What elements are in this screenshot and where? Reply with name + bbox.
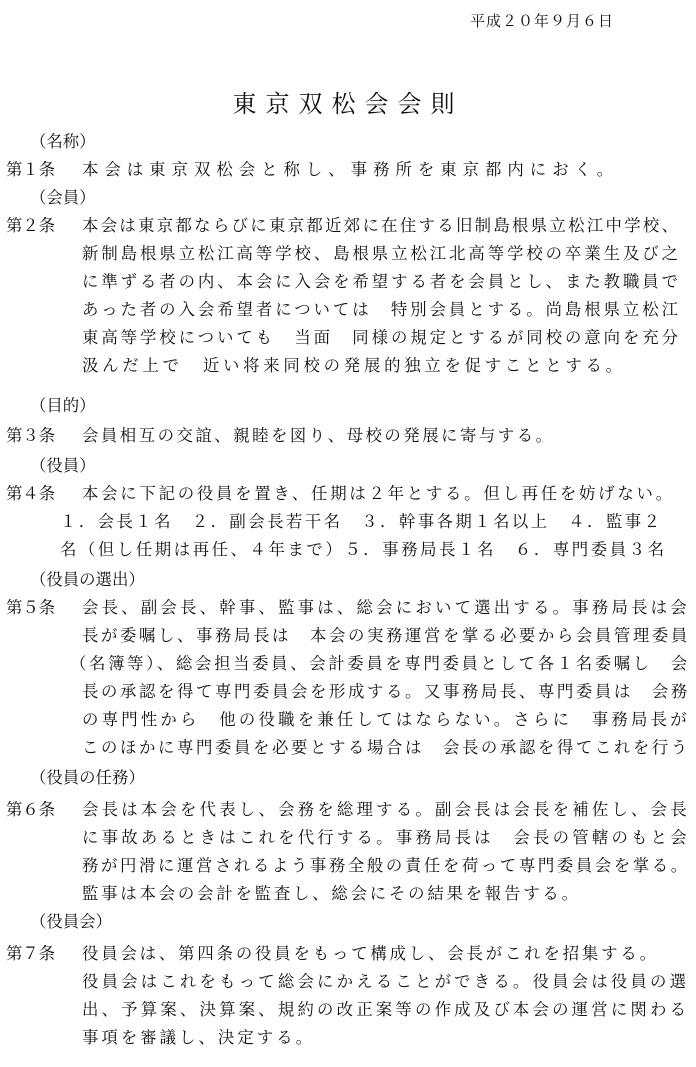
article-7-heading: （役員会） bbox=[30, 912, 112, 931]
article-5-line: 会長、副会長、幹事、監事は、総会において選出する。事務局長は会 bbox=[82, 598, 690, 617]
article-4-heading: （役員） bbox=[30, 456, 96, 475]
article-4-line: １．会長１名 ２．副会長若干名 ３．幹事各期１名以上 ４．監事２ bbox=[60, 512, 663, 531]
article-6-line: 監事は本会の会計を監査し、総会にその結果を報告する。 bbox=[82, 884, 581, 903]
article-5-label: 第５条 bbox=[6, 598, 56, 617]
article-2-line: 本会は東京都ならびに東京都近郊に在住する旧制島根県立松江中学校、 bbox=[82, 216, 681, 235]
article-3-label: 第３条 bbox=[6, 426, 56, 445]
article-4-line: 名（但し任期は再任、４年まで）５．事務局長１名 ６．専門委員３名 bbox=[60, 540, 667, 559]
article-2-heading: （会員） bbox=[30, 188, 96, 207]
article-3-heading: （目的） bbox=[30, 396, 96, 415]
article-1-line: 本会は東京双松会と称し、事務所を東京都内におく。 bbox=[82, 160, 620, 179]
article-4-label: 第４条 bbox=[6, 484, 56, 503]
article-7-line: 役員会はこれをもって総会にかえることができる。役員会は役員の選 bbox=[82, 972, 690, 991]
article-6-line: 会長は本会を代表し、会務を総理する。副会長は会長を補佐し、会長 bbox=[82, 800, 690, 819]
article-5-line: 長が委嘱し、事務局長は 本会の実務運営を掌る必要から会員管理委員 bbox=[82, 626, 690, 645]
article-6-line: 務が円滑に運営されるよう事務全般の責任を荷って専門委員会を掌る。 bbox=[82, 856, 690, 875]
article-7-line: 出、予算案、決算案、規約の改正案等の作成及び本会の運営に関わる bbox=[82, 1000, 690, 1019]
article-2-line: あった者の入会希望者については 特別会員とする。尚島根県立松江 bbox=[82, 300, 681, 319]
article-6-line: に事故あるときはこれを代行する。事務局長は 会長の管轄のもと会 bbox=[82, 828, 690, 847]
article-1-heading: （名称） bbox=[30, 132, 96, 151]
article-5-heading: （役員の選出） bbox=[30, 570, 145, 589]
article-4-line: 本会に下記の役員を置き、任期は２年とする。但し再任を妨げない。 bbox=[82, 484, 675, 503]
article-2-label: 第２条 bbox=[6, 216, 56, 235]
article-2-line: 新制島根県立松江高等学校、島根県立松江北高等学校の卒業生及び之 bbox=[82, 244, 681, 263]
article-7-line: 事項を審議し、決定する。 bbox=[82, 1028, 316, 1047]
document-title: 東京双松会会則 bbox=[232, 90, 464, 118]
article-7-line: 役員会は、第四条の役員をもって構成し、会長がこれを招集する。 bbox=[82, 944, 659, 963]
article-7-label: 第７条 bbox=[6, 944, 56, 963]
article-2-line: 汲んだ上で 近い将来同校の発展的独立を促すこととする。 bbox=[82, 356, 626, 375]
article-5-line: 長の承認を得て専門委員会を形成する。又事務局長、専門委員は 会務 bbox=[82, 682, 690, 701]
document-date: 平成２０年９月６日 bbox=[470, 12, 615, 30]
article-5-line: の専門性から 他の役職を兼任してはならない。さらに 事務局長が bbox=[82, 710, 690, 729]
article-1-label: 第１条 bbox=[6, 160, 56, 179]
article-3-line: 会員相互の交誼、親睦を図り、母校の発展に寄与する。 bbox=[82, 426, 555, 445]
article-5-line: （名簿等）、総会担当委員、会計委員を専門委員として各１名委嘱し 会 bbox=[70, 654, 690, 673]
article-6-heading: （役員の任務） bbox=[30, 768, 145, 787]
article-2-line: に準ずる者の内、本会に入会を希望する者を会員とし、また教職員で bbox=[82, 272, 681, 291]
article-6-label: 第６条 bbox=[6, 800, 56, 819]
article-2-line: 東高等学校についても 当面 同様の規定とするが同校の意向を充分 bbox=[82, 328, 681, 347]
article-5-line: このほかに専門委員を必要とする場合は 会長の承認を得てこれを行う bbox=[82, 738, 690, 757]
